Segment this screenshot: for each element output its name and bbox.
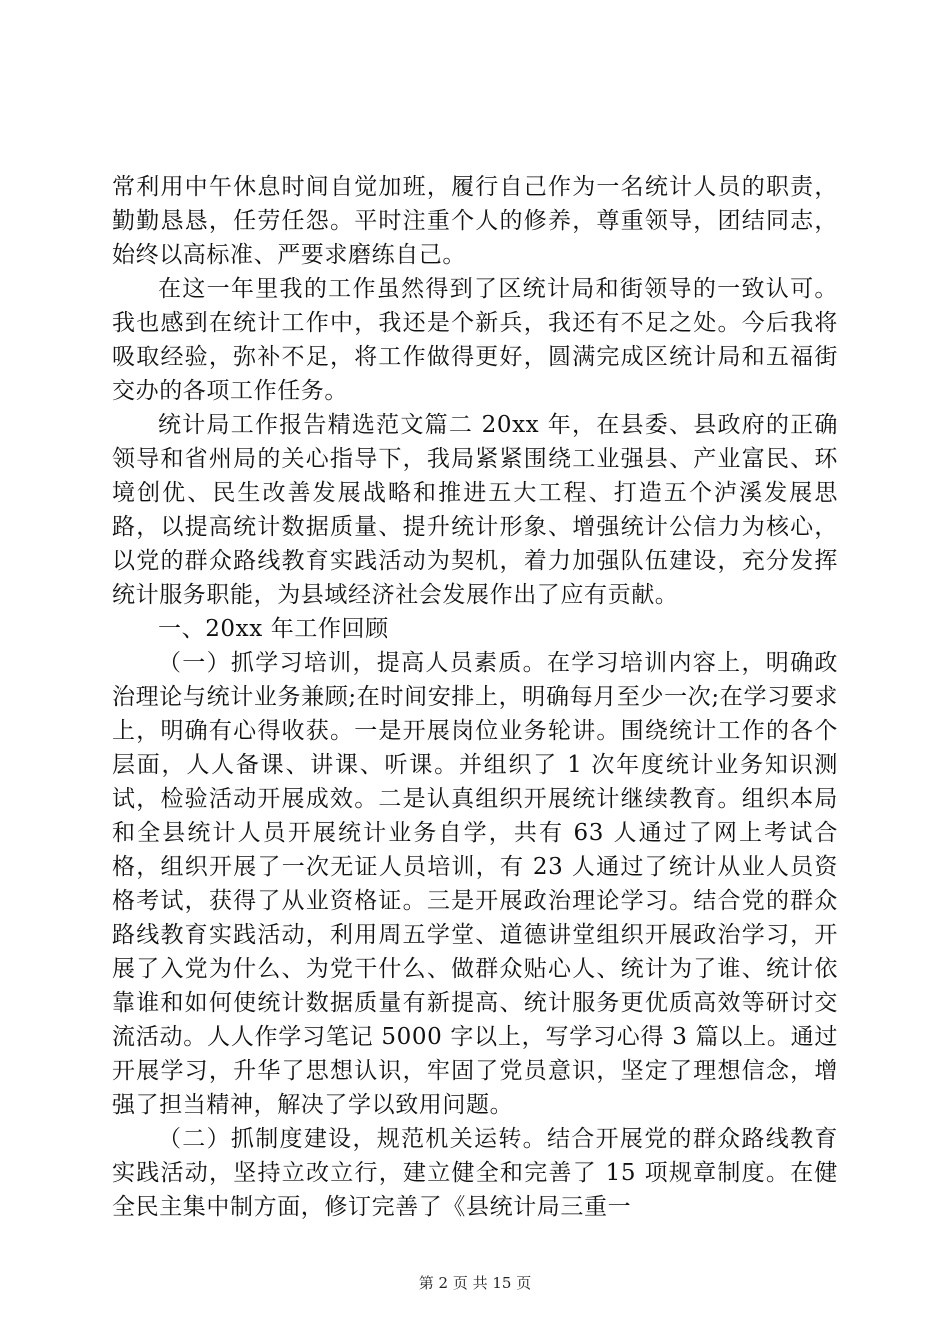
paragraph-recognition: 在这一年里我的工作虽然得到了区统计局和街领导的一致认可。我也感到在统计工作中，我还是个新兵，我还有不足之处。今后我将吸取经验，弥补不足，将工作做得更好，圆满完成区统计局和五福街交办的各项工作任务。 xyxy=(112,276,838,404)
page-footer xyxy=(0,1272,950,1293)
document-body xyxy=(112,170,838,1224)
paragraph-system-building: （二）抓制度建设，规范机关运转。结合开展党的群众路线教育实践活动，坚持立改立行，建立健全和完善了 15 项规章制度。在健全民主集中制方面，修订完善了《县统计局三重一 xyxy=(112,1126,838,1220)
section-heading-review: 一、20xx 年工作回顾 xyxy=(158,616,389,642)
paragraph-report-intro: 统计局工作报告精选范文篇二 20xx 年，在县委、县政府的正确领导和省州局的关心指导下，我局紧紧围绕工业强县、产业富民、环境创优、民生改善发展战略和推进五大工程、打造五个泸溪发展思路，以提高统计数据质量、提升统计形象、增强统计公信力为核心，以党的群众路线教育实践活动为契机，着力加强队伍建设，充分发挥统计服务职能，为县域经济社会发展作出了应有贡献。 xyxy=(112,412,838,608)
paragraph-study-training: （一）抓学习培训，提高人员素质。在学习培训内容上，明确政治理论与统计业务兼顾;在时间安排上，明确每月至少一次;在学习要求上，明确有心得收获。一是开展岗位业务轮讲。围绕统计工作的各个层面，人人备课、讲课、听课。并组织了 1 次年度统计业务知识测试，检验活动开展成效。二是认真组织开展统计继续教育。组织本局和全县统计人员开展统计业务自学，共有 63 人通过了网上考试合格，组织开展了一次无证人员培训，有 23 人通过了统计从业人员资格考试，获得了从业资格证。三是开展政治理论学习。结合党的群众路线教育实践活动，利用周五学堂、道德讲堂组织开展政治学习，开展了入党为什么、为党干什么、做群众贴心人、统计为了谁、统计依靠谁和如何使统计数据质量有新提高、统计服务更优质高效等研讨交流活动。人人作学习笔记 5000 字以上，写学习心得 3 篇以上。通过开展学习，升华了思想认识，牢固了党员意识，坚定了理想信念，增强了担当精神，解决了学以致用问题。 xyxy=(112,650,838,1118)
paragraph-continuation: 常利用中午休息时间自觉加班，履行自己作为一名统计人员的职责，勤勤恳恳，任劳任怨。平时注重个人的修养，尊重领导，团结同志，始终以高标准、严要求磨练自己。 xyxy=(112,174,838,268)
page-number-label: 第 2 页 共 15 页 xyxy=(418,1274,532,1292)
